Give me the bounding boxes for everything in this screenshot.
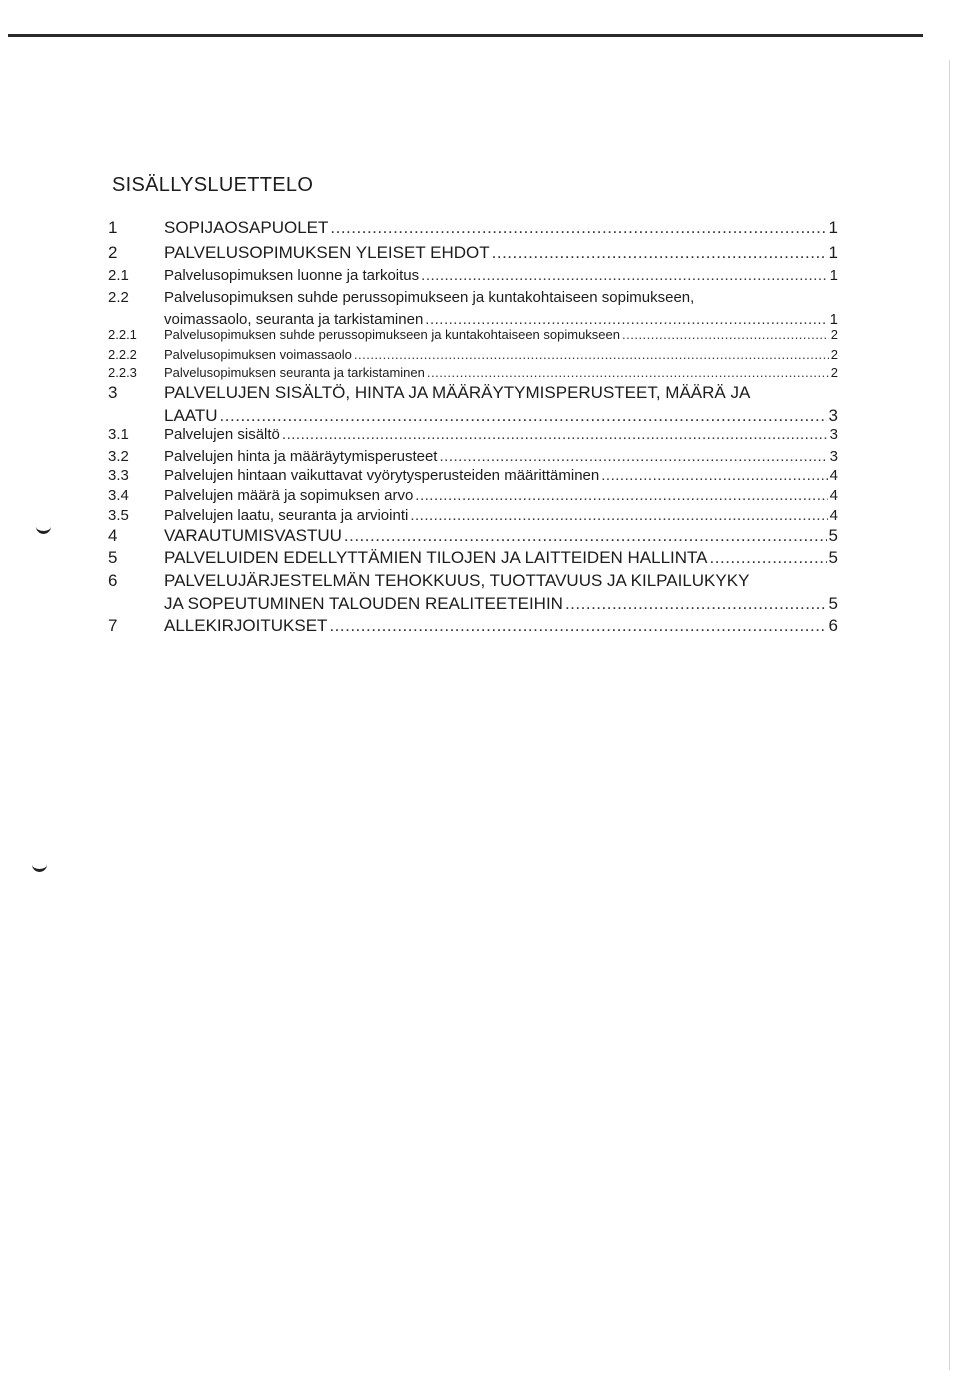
entry-page: 6 (828, 616, 838, 635)
entry-page: 5 (828, 526, 838, 545)
entry-line (164, 616, 838, 636)
dot-leader (330, 218, 826, 238)
entry-number: 2.2.3 (108, 365, 137, 380)
entry-page: 3 (828, 406, 838, 425)
top-rule (8, 34, 923, 37)
dot-leader (425, 311, 827, 328)
entry-page: 3 (829, 448, 838, 465)
entry-page: 1 (829, 267, 838, 284)
entry-line (164, 347, 838, 362)
entry-line (164, 327, 838, 342)
entry-title: Palvelujen hintaan vaikuttavat vyörytysperusteiden määrittäminen (164, 467, 600, 484)
entry-title: Palvelusopimuksen suhde perussopimukseen ja kuntakohtaiseen sopimukseen (164, 327, 620, 342)
entry-line (164, 406, 838, 426)
entry-title: PALVELUJEN SISÄLTÖ, HINTA JA MÄÄRÄYTYMISPERUSTEET, MÄÄRÄ JA (164, 383, 751, 402)
dot-leader (344, 526, 827, 546)
page-title: SISÄLLYSLUETTELO (112, 174, 314, 196)
entry-page: 4 (829, 487, 838, 504)
entry-page: 5 (828, 548, 838, 567)
entry-line (164, 548, 838, 568)
entry-number: 3.3 (108, 467, 129, 484)
entry-title: SOPIJAOSAPUOLET (164, 218, 329, 237)
entry-number: 3.2 (108, 448, 129, 465)
entry-number: 3.4 (108, 487, 129, 504)
entry-number: 4 (108, 526, 118, 545)
entry-title-continued: LAATU (164, 406, 218, 425)
entry-line (164, 218, 838, 238)
dot-leader (410, 507, 827, 524)
entry-title: Palvelusopimuksen luonne ja tarkoitus (164, 267, 420, 284)
dot-leader (415, 487, 827, 504)
entry-title: ALLEKIRJOITUKSET (164, 616, 328, 635)
entry-line (164, 426, 838, 443)
entry-title: Palvelujen määrä ja sopimuksen arvo (164, 487, 414, 504)
entry-title-continued: JA SOPEUTUMINEN TALOUDEN REALITEETEIHIN (164, 594, 563, 613)
entry-line (164, 526, 838, 546)
entry-title: Palvelujen laatu, seuranta ja arviointi (164, 507, 409, 524)
entry-title: Palvelusopimuksen suhde perussopimukseen ja kuntakohtaiseen sopimukseen, (164, 289, 695, 306)
entry-number: 3.5 (108, 507, 129, 524)
entry-line (164, 267, 838, 284)
entry-title: Palvelusopimuksen voimassaolo (164, 347, 352, 362)
entry-page: 1 (828, 218, 838, 237)
entry-page: 1 (828, 243, 838, 262)
entry-number: 2.1 (108, 267, 129, 284)
entry-page: 2 (830, 327, 838, 342)
entry-number: 3 (108, 383, 118, 402)
dot-leader (329, 616, 826, 636)
entry-line (164, 311, 838, 328)
entry-number: 5 (108, 548, 118, 567)
entry-page: 2 (830, 365, 838, 380)
dot-leader (421, 267, 828, 284)
entry-title: Palvelujen sisältö (164, 426, 280, 443)
entry-number: 6 (108, 571, 118, 590)
entry-number: 2.2.1 (108, 327, 137, 342)
entry-line (164, 365, 838, 380)
dot-leader (565, 594, 827, 614)
entry-page: 5 (828, 594, 838, 613)
entry-number: 2.2.2 (108, 347, 137, 362)
entry-title: Palvelusopimuksen seuranta ja tarkistaminen (164, 365, 425, 380)
dot-leader (601, 467, 827, 484)
entry-number: 2.2 (108, 289, 129, 306)
entry-number: 7 (108, 616, 118, 635)
entry-page: 1 (829, 311, 838, 328)
dot-leader (492, 243, 827, 263)
entry-title: VARAUTUMISVASTUU (164, 526, 342, 545)
page-edge (949, 60, 950, 1370)
scan-mark (32, 864, 47, 872)
entry-line (164, 448, 838, 465)
dot-leader (710, 548, 827, 568)
dot-leader (220, 406, 827, 426)
dot-leader (282, 426, 828, 443)
entry-title: PALVELUJÄRJESTELMÄN TEHOKKUUS, TUOTTAVUUS JA KILPAILUKYKY (164, 571, 750, 590)
dot-leader (427, 365, 829, 380)
entry-title: Palvelujen hinta ja määräytymisperusteet (164, 448, 438, 465)
scan-mark (36, 526, 51, 534)
entry-number: 2 (108, 243, 118, 262)
entry-page: 4 (829, 507, 838, 524)
entry-line (164, 507, 838, 524)
entry-page: 2 (830, 347, 838, 362)
entry-title: PALVELUSOPIMUKSEN YLEISET EHDOT (164, 243, 490, 262)
entry-line (164, 594, 838, 614)
dot-leader (439, 448, 827, 465)
entry-line (164, 243, 838, 263)
entry-line (164, 487, 838, 504)
entry-number: 1 (108, 218, 118, 237)
dot-leader (354, 347, 829, 362)
entry-page: 3 (829, 426, 838, 443)
entry-page: 4 (829, 467, 838, 484)
dot-leader (622, 327, 829, 342)
entry-line (164, 467, 838, 484)
entry-title: PALVELUIDEN EDELLYTTÄMIEN TILOJEN JA LAITTEIDEN HALLINTA (164, 548, 708, 567)
entry-title-continued: voimassaolo, seuranta ja tarkistaminen (164, 311, 424, 328)
entry-number: 3.1 (108, 426, 129, 443)
